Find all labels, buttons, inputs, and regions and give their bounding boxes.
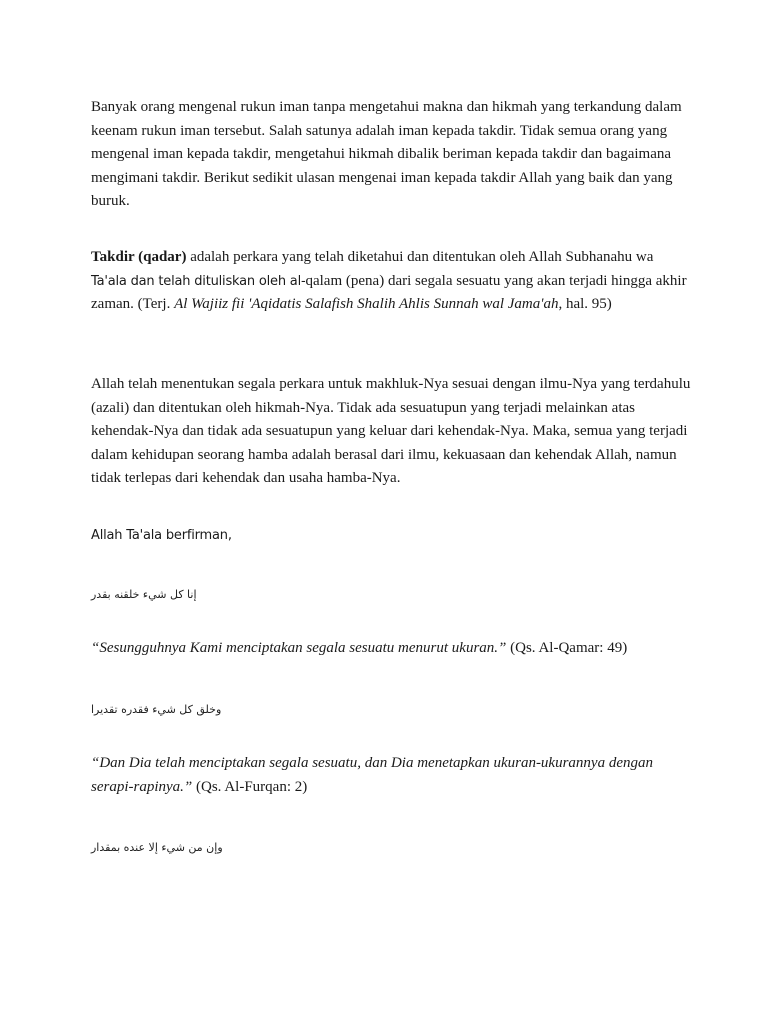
- translation-text-1: “Sesungguhnya Kami menciptakan segala sesuatu menurut ukuran.”: [91, 640, 507, 656]
- arabic-verse-2: وخلق كل شيء فقدره تقديرا: [91, 703, 222, 716]
- definition-paragraph: [91, 246, 691, 317]
- verse-translation-1: [91, 637, 691, 661]
- verse-reference-1: (Qs. Al-Qamar: 49): [506, 640, 628, 656]
- definition-source: Al Wajiiz fii 'Aqidatis Salafish Shalih Ahlis Sunnah wal Jama'ah: [174, 296, 559, 312]
- arabic-verse-3: وإن من شيء إلا عنده بمقدار: [91, 841, 223, 854]
- definition-text-continued: qalam (pena) dari segala sesuatu yang akan terjadi hingga akhir zaman. (Terj.: [91, 272, 687, 312]
- intro-paragraph: Banyak orang mengenal rukun iman tanpa mengetahui makna dan hikmah yang terkandung dalam keenam rukun iman tersebut. Salah satunya adalah iman kepada takdir. Tidak semua orang yang mengenal iman kepada takdir, mengetahui hikmah dibalik beriman kepada takdir dan bagaimana mengimani takdir. Berikut sedikit ulasan mengenai iman kepada takdir Allah yang baik dan yang buruk.: [91, 99, 682, 209]
- arabic-verse-1: إنا كل شيء خلقنه بقدر: [91, 588, 197, 601]
- definition-term: Takdir (qadar): [91, 249, 187, 265]
- allah-determines-paragraph: Allah telah menentukan segala perkara untuk makhluk-Nya sesuai dengan ilmu-Nya yang terdahulu (azali) dan ditentukan oleh hikmah-Nya. Tidak ada sesuatupun yang terjadi melainkan atas kehendak-Nya dan tidak ada sesuatupun yang keluar dari kehendak-Nya. Maka, semua yang terjadi dalam kehidupan seorang hamba adalah berasal dari ilmu, kekuasaan dan kehendak Allah, namun tidak terlepas dari kehendak dan usaha hamba-Nya.: [91, 376, 691, 486]
- definition-text-condensed: Ta'ala dan telah dituliskan oleh al-: [91, 273, 306, 289]
- verse-reference-2: (Qs. Al-Furqan: 2): [192, 778, 308, 795]
- allah-says-line: Allah Ta'ala berfirman,: [91, 528, 232, 543]
- verse-translation-2: [91, 752, 691, 799]
- translation-text-2: “Dan Dia telah menciptakan segala sesuatu, dan Dia menetapkan ukuran-ukurannya dengan serapi-rapinya.”: [91, 755, 653, 795]
- definition-text: adalah perkara yang telah diketahui dan ditentukan oleh Allah Subhanahu wa: [186, 249, 654, 265]
- definition-page: , hal. 95): [558, 296, 612, 312]
